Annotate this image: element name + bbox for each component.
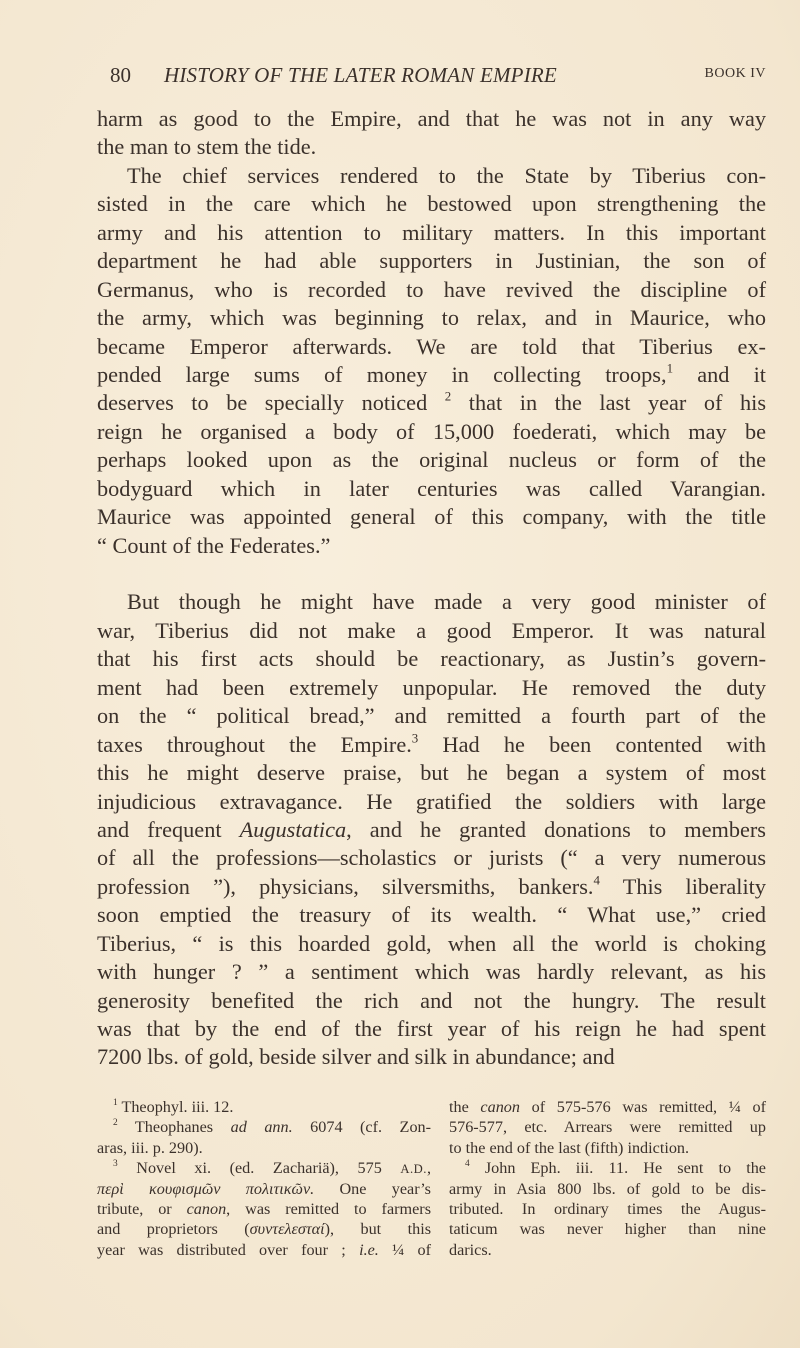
text-run: But though he might have made a very good minister of [127, 589, 766, 615]
text-run: tributed. In ordinary times the Augus- [449, 1199, 766, 1218]
body-line [97, 1043, 766, 1071]
text-run: perhaps looked upon as the original nucleus or form of the [97, 447, 766, 473]
running-title: HISTORY OF THE LATER ROMAN EMPIRE [164, 63, 557, 87]
text-run: generosity benefited the rich and not the hungry. The result [97, 987, 766, 1013]
body-line [97, 532, 766, 560]
body-line [97, 930, 766, 958]
body-line [97, 588, 766, 616]
body-line [97, 304, 766, 332]
footnotes-left-column [97, 1097, 431, 1260]
text-run: of 575-576 was remitted, ¼ of [519, 1098, 766, 1116]
text-run: soon emptied the treasury of its wealth. “ What use,” cried [97, 902, 766, 928]
footnote-line [97, 1138, 431, 1158]
text-run: taticum was never higher than nine [449, 1220, 766, 1239]
text-run: John Eph. iii. 11. He sent to the [469, 1159, 766, 1178]
footnote-marker: 2 [444, 388, 452, 404]
text-run: One year’s [314, 1179, 431, 1198]
text-run: reign he organised a body of 15,000 foederati, which may be [97, 418, 766, 444]
body-line [97, 731, 766, 759]
body-paragraph [97, 162, 766, 560]
body-line [97, 674, 766, 702]
footnote-marker: 1 [113, 1097, 118, 1108]
footnote-line [97, 1199, 431, 1219]
footnote-line [449, 1138, 766, 1158]
body-line [97, 873, 766, 901]
text-run: , was remitted to farmers [226, 1199, 431, 1218]
text-run: sisted in the care which he bestowed upon strengthening the [97, 191, 766, 217]
footnote-line [97, 1179, 431, 1199]
italic-text: i.e. [359, 1240, 379, 1259]
paragraph-gap [97, 560, 766, 588]
body-line [97, 844, 766, 872]
body-line [97, 247, 766, 275]
text-run: ), but this [324, 1220, 431, 1239]
text-run: , [426, 1159, 431, 1178]
text-run: harm as good to the Empire, and that he was not in any way [97, 106, 766, 131]
body-line [97, 645, 766, 673]
text-run: became Emperor afterwards. We are told that Tiberius ex- [97, 333, 766, 359]
text-run: Had he been contented with [418, 731, 766, 757]
text-run: army in Asia 800 lbs. of gold to be dis- [449, 1179, 766, 1198]
text-run: the army, which was beginning to relax, and in Maurice, who [97, 305, 766, 331]
footnote-marker: 3 [113, 1159, 118, 1170]
footnotes-right-column [449, 1097, 766, 1260]
footnote-paragraph [449, 1158, 766, 1260]
italic-text: canon [186, 1199, 227, 1218]
text-run: of all the professions—scholastics or jurists (“ a very numerous [97, 845, 766, 871]
text-run: ment had been extremely unpopular. He removed the duty [97, 674, 766, 700]
footnote-paragraph [97, 1097, 431, 1117]
footnote-line [97, 1097, 431, 1117]
footnote-line [97, 1219, 431, 1239]
text-run: that his first acts should be reactionary, as Justin’s govern- [97, 646, 766, 672]
italic-text: συντελεσταί [249, 1220, 325, 1239]
text-run: and frequent [97, 816, 240, 842]
body-line [97, 702, 766, 730]
footnote-marker: 4 [593, 872, 600, 888]
footnote-line [449, 1240, 766, 1260]
footnote-line [97, 1158, 431, 1178]
body-line [97, 389, 766, 417]
text-run: ¼ of [378, 1240, 432, 1259]
footnote-line [449, 1097, 766, 1117]
footnote-line [97, 1240, 431, 1260]
body-line [97, 190, 766, 218]
text-run: department he had able supporters in Justinian, the son of [97, 248, 766, 274]
text-run: Tiberius, “ is this hoarded gold, when all the world is choking [97, 930, 766, 956]
text-run: war, Tiberius did not make a good Emperor. It was natural [97, 617, 766, 643]
text-run: to the end of the last (fifth) indiction. [449, 1138, 690, 1157]
text-run: Theophyl. iii. 12. [117, 1098, 234, 1116]
text-run: Novel xi. (ed. Zachariä), 575 [117, 1159, 401, 1178]
body-line [97, 617, 766, 645]
text-run: that in the last year of his [451, 390, 766, 416]
italic-text: περὶ κουφισμῶν πολιτικῶν. [97, 1179, 315, 1198]
text-run: on the “ political bread,” and remitted a fourth part of the [97, 703, 766, 729]
text-run: with hunger ? ” a sentiment which was hardly relevant, as his [97, 959, 766, 985]
text-run: Germanus, who is recorded to have revived the discipline of [97, 276, 766, 302]
footnote-marker: 3 [411, 729, 419, 745]
page-number: 80 [110, 63, 131, 87]
footnote-line [97, 1117, 431, 1137]
text-run: and proprietors ( [97, 1220, 250, 1239]
body-line [97, 219, 766, 247]
body-line [97, 276, 766, 304]
footnote-line [449, 1199, 766, 1219]
italic-text: canon [480, 1098, 520, 1116]
italic-text: ad ann. [230, 1118, 293, 1137]
text-run: Theophanes [117, 1118, 231, 1137]
text-run: injudicious extravagance. He gratified the soldiers with large [97, 788, 766, 814]
text-run: was that by the end of the first year of his reign he had spent [97, 1016, 766, 1041]
text-run: army and his attention to military matters. In this important [97, 219, 766, 245]
footnote-marker: 2 [113, 1118, 118, 1129]
text-run: aras, iii. p. 290). [97, 1138, 203, 1157]
text-run: this he might deserve praise, but he began a system of most [97, 760, 766, 786]
body-line [97, 162, 766, 190]
body-line [97, 1015, 766, 1043]
footnote-marker: 4 [465, 1159, 470, 1170]
text-run: profession ”), physicians, silversmiths, bankers. [97, 873, 594, 899]
footnote-line [449, 1117, 766, 1137]
body-line [97, 816, 766, 844]
text-run: , and he granted donations to members [346, 816, 766, 842]
footnote-line [449, 1158, 766, 1178]
text-run: the [449, 1098, 481, 1116]
text-run: tribute, or [97, 1199, 187, 1218]
text-run: Maurice was appointed general of this company, with the title [97, 504, 766, 530]
small-caps-text: A.D. [400, 1162, 427, 1177]
body-line [97, 361, 766, 389]
body-text [97, 105, 766, 1072]
body-line [97, 759, 766, 787]
body-line [97, 475, 766, 503]
body-paragraph [97, 588, 766, 1071]
text-run: pended large sums of money in collecting troops, [97, 361, 667, 387]
text-run: bodyguard which in later centuries was called Varangian. [97, 475, 766, 501]
body-line [97, 788, 766, 816]
text-run: darics. [449, 1240, 492, 1259]
text-run: 7200 lbs. of gold, beside silver and silk in abundance; and [97, 1044, 615, 1070]
footnote-line [449, 1219, 766, 1239]
body-line [97, 333, 766, 361]
body-line [97, 105, 766, 133]
italic-text: Augustatica [239, 816, 347, 842]
running-header [98, 63, 766, 93]
body-paragraph [97, 105, 766, 162]
footnote-paragraph [97, 1117, 431, 1158]
body-line [97, 133, 766, 161]
text-run: This liberality [599, 873, 766, 899]
text-run: taxes throughout the Empire. [97, 731, 412, 757]
footnote-paragraph [449, 1097, 766, 1158]
text-run: deserves to be specially noticed [97, 390, 445, 416]
book-label: BOOK IV [704, 66, 766, 81]
body-line [97, 446, 766, 474]
footnote-marker: 1 [666, 360, 674, 376]
footnote-line [449, 1179, 766, 1199]
text-run: 6074 (cf. Zon- [292, 1118, 432, 1137]
text-run: year was distributed over four ; [97, 1240, 360, 1259]
footnote-paragraph [97, 1158, 431, 1260]
body-line [97, 958, 766, 986]
body-line [97, 418, 766, 446]
body-line [97, 503, 766, 531]
text-run: and it [673, 361, 766, 387]
body-line [97, 901, 766, 929]
text-run: 576-577, etc. Arrears were remitted up [449, 1118, 766, 1137]
text-run: the man to stem the tide. [97, 134, 317, 160]
body-line [97, 987, 766, 1015]
text-run: The chief services rendered to the State by Tiberius con- [127, 162, 766, 188]
text-run: “ Count of the Federates.” [97, 532, 331, 558]
